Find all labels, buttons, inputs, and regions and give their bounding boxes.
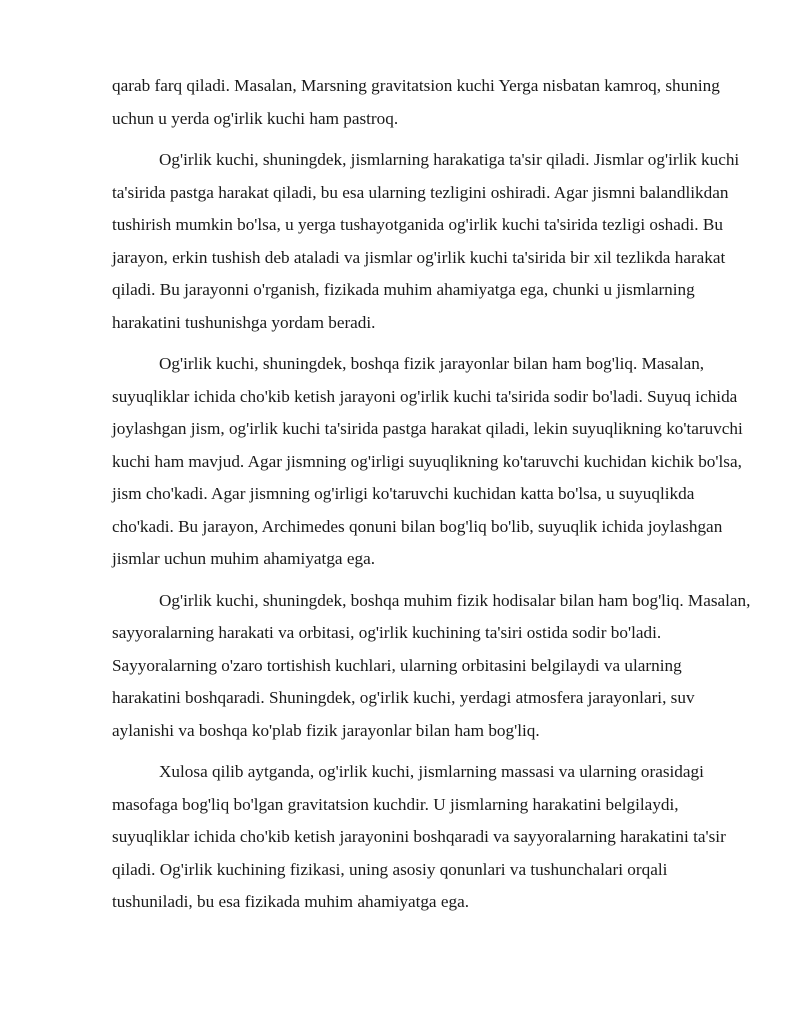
paragraph-continuation: qarab farq qiladi. Masalan, Marsning gravitatsion kuchi Yerga nisbatan kamroq, shuning uchun u yerda og'irlik kuchi ham pastroq.: [112, 76, 720, 128]
paragraph: Og'irlik kuchi, shuningdek, boshqa muhim fizik hodisalar bilan ham bog'liq. Masalan, sayyoralarning harakati va orbitasi, og'irlik kuchining ta'siri ostida sodir bo'ladi. Sayyoralarning o'zaro tortishish kuchlari, ularning orbitasini belgilaydi va ularning harakatini boshqaradi. Shuningdek, og'irlik kuchi, yerdagi atmosfera jarayonlari, suv aylanishi va boshqa ko'plab fizik jarayonlar bilan ham bog'liq.: [112, 590, 751, 740]
paragraph-conclusion: Xulosa qilib aytganda, og'irlik kuchi, jismlarning massasi va ularning orasidagi masofaga bog'liq bo'lgan gravitatsion kuchdir. U jismlarning harakatini belgilaydi, suyuqliklar ichida cho'kib ketish jarayonini boshqaradi va sayyoralarning harakatini ta'sir qiladi. Og'irlik kuchining fizikasi, uning asosiy qonunlari va tushunchalari orqali tushuniladi, bu esa fizikada muhim ahamiyatga ega.: [112, 762, 726, 911]
paragraph: Og'irlik kuchi, shuningdek, jismlarning harakatiga ta'sir qiladi. Jismlar og'irlik kuchi ta'sirida pastga harakat qiladi, bu esa ularning tezligini oshiradi. Agar jismni balandlikdan tushirish mumkin bo'lsa, u yerga tushayotganida og'irlik kuchi ta'sirida tezligi oshadi. Bu jarayon, erkin tushish deb ataladi va jismlar og'irlik kuchi ta'sirida bir xil tezlikda harakat qiladi. Bu jarayonni o'rganish, fizikada muhim ahamiyatga ega, chunki u jismlarning harakatini tushunishga yordam beradi.: [112, 150, 740, 332]
document-body: [112, 70, 752, 928]
paragraph: Og'irlik kuchi, shuningdek, boshqa fizik jarayonlar bilan ham bog'liq. Masalan, suyuqliklar ichida cho'kib ketish jarayoni og'irlik kuchi ta'sirida sodir bo'ladi. Suyuq ichida joylashgan jism, og'irlik kuchi ta'sirida pastga harakat qiladi, lekin suyuqlikning ko'taruvchi kuchi ham mavjud. Agar jismning og'irligi suyuqlikning ko'taruvchi kuchidan kichik bo'lsa, jism cho'kadi. Agar jismning og'irligi ko'taruvchi kuchidan katta bo'lsa, u suyuqlikda cho'kadi. Bu jarayon, Archimedes qonuni bilan bog'liq bo'lib, suyuqlik ichida joylashgan jismlar uchun muhim ahamiyatga ega.: [112, 354, 743, 568]
